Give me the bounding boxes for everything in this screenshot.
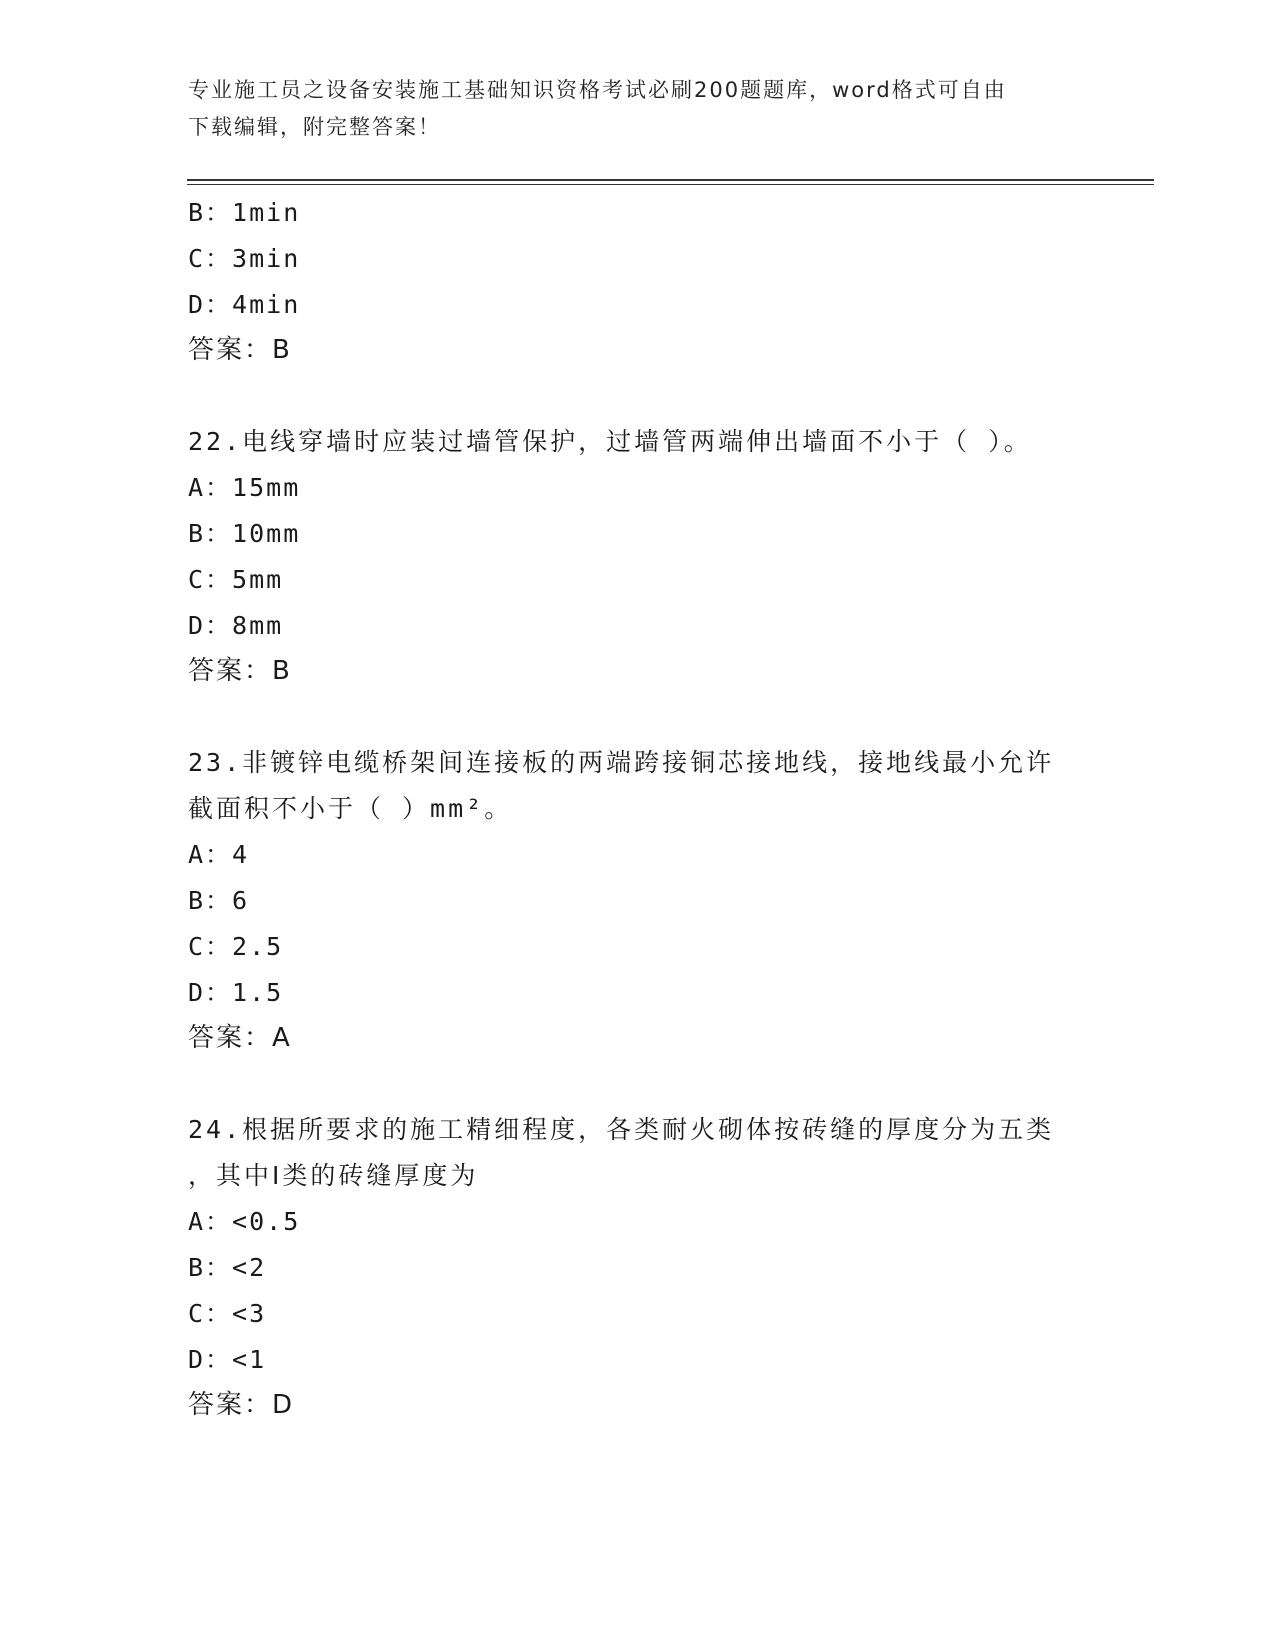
option-b: B：1min — [188, 198, 301, 227]
question-stem-line-1: 23.非镀锌电缆桥架间连接板的两端跨接铜芯接地线，接地线最小允许 — [188, 748, 1055, 777]
answer: 答案：A — [188, 1023, 292, 1053]
question-23 — [188, 740, 1088, 1060]
question-21 — [188, 190, 1088, 372]
answer: 答案：B — [188, 656, 292, 686]
question-stem-line-2: 截面积不小于（ ）mm²。 — [188, 794, 513, 823]
option-b: B：10mm — [188, 519, 301, 548]
option-d: D：8mm — [188, 611, 284, 640]
option-b: B：<2 — [188, 1253, 267, 1282]
question-list — [188, 190, 1088, 1427]
option-c: C：3min — [188, 244, 301, 273]
answer: 答案：B — [188, 335, 292, 365]
option-d: D：1.5 — [188, 978, 284, 1007]
option-a: A：<0.5 — [188, 1207, 301, 1236]
option-b: B：6 — [188, 886, 250, 915]
question-24 — [188, 1107, 1088, 1427]
question-stem-line-1: 24.根据所要求的施工精细程度，各类耐火砌体按砖缝的厚度分为五类 — [188, 1115, 1055, 1144]
header-rule-thin — [187, 184, 1154, 185]
option-c: C：2.5 — [188, 932, 284, 961]
answer: 答案：D — [188, 1390, 295, 1420]
question-stem: 22.电线穿墙时应装过墙管保护，过墙管两端伸出墙面不小于（ ）。 — [188, 427, 1032, 456]
option-c: C：<3 — [188, 1299, 267, 1328]
option-a: A：4 — [188, 840, 250, 869]
question-22 — [188, 419, 1088, 693]
document-header — [188, 72, 1068, 146]
header-rule-thick — [187, 179, 1154, 181]
option-d: D：4min — [188, 290, 301, 319]
option-d: D：<1 — [188, 1345, 267, 1374]
option-a: A：15mm — [188, 473, 301, 502]
header-line-1: 专业施工员之设备安装施工基础知识资格考试必刷200题题库，word格式可自由 — [188, 78, 1007, 102]
header-line-2: 下载编辑，附完整答案！ — [188, 115, 441, 139]
question-stem-line-2: ，其中Ⅰ类的砖缝厚度为 — [188, 1161, 479, 1190]
option-c: C：5mm — [188, 565, 284, 594]
